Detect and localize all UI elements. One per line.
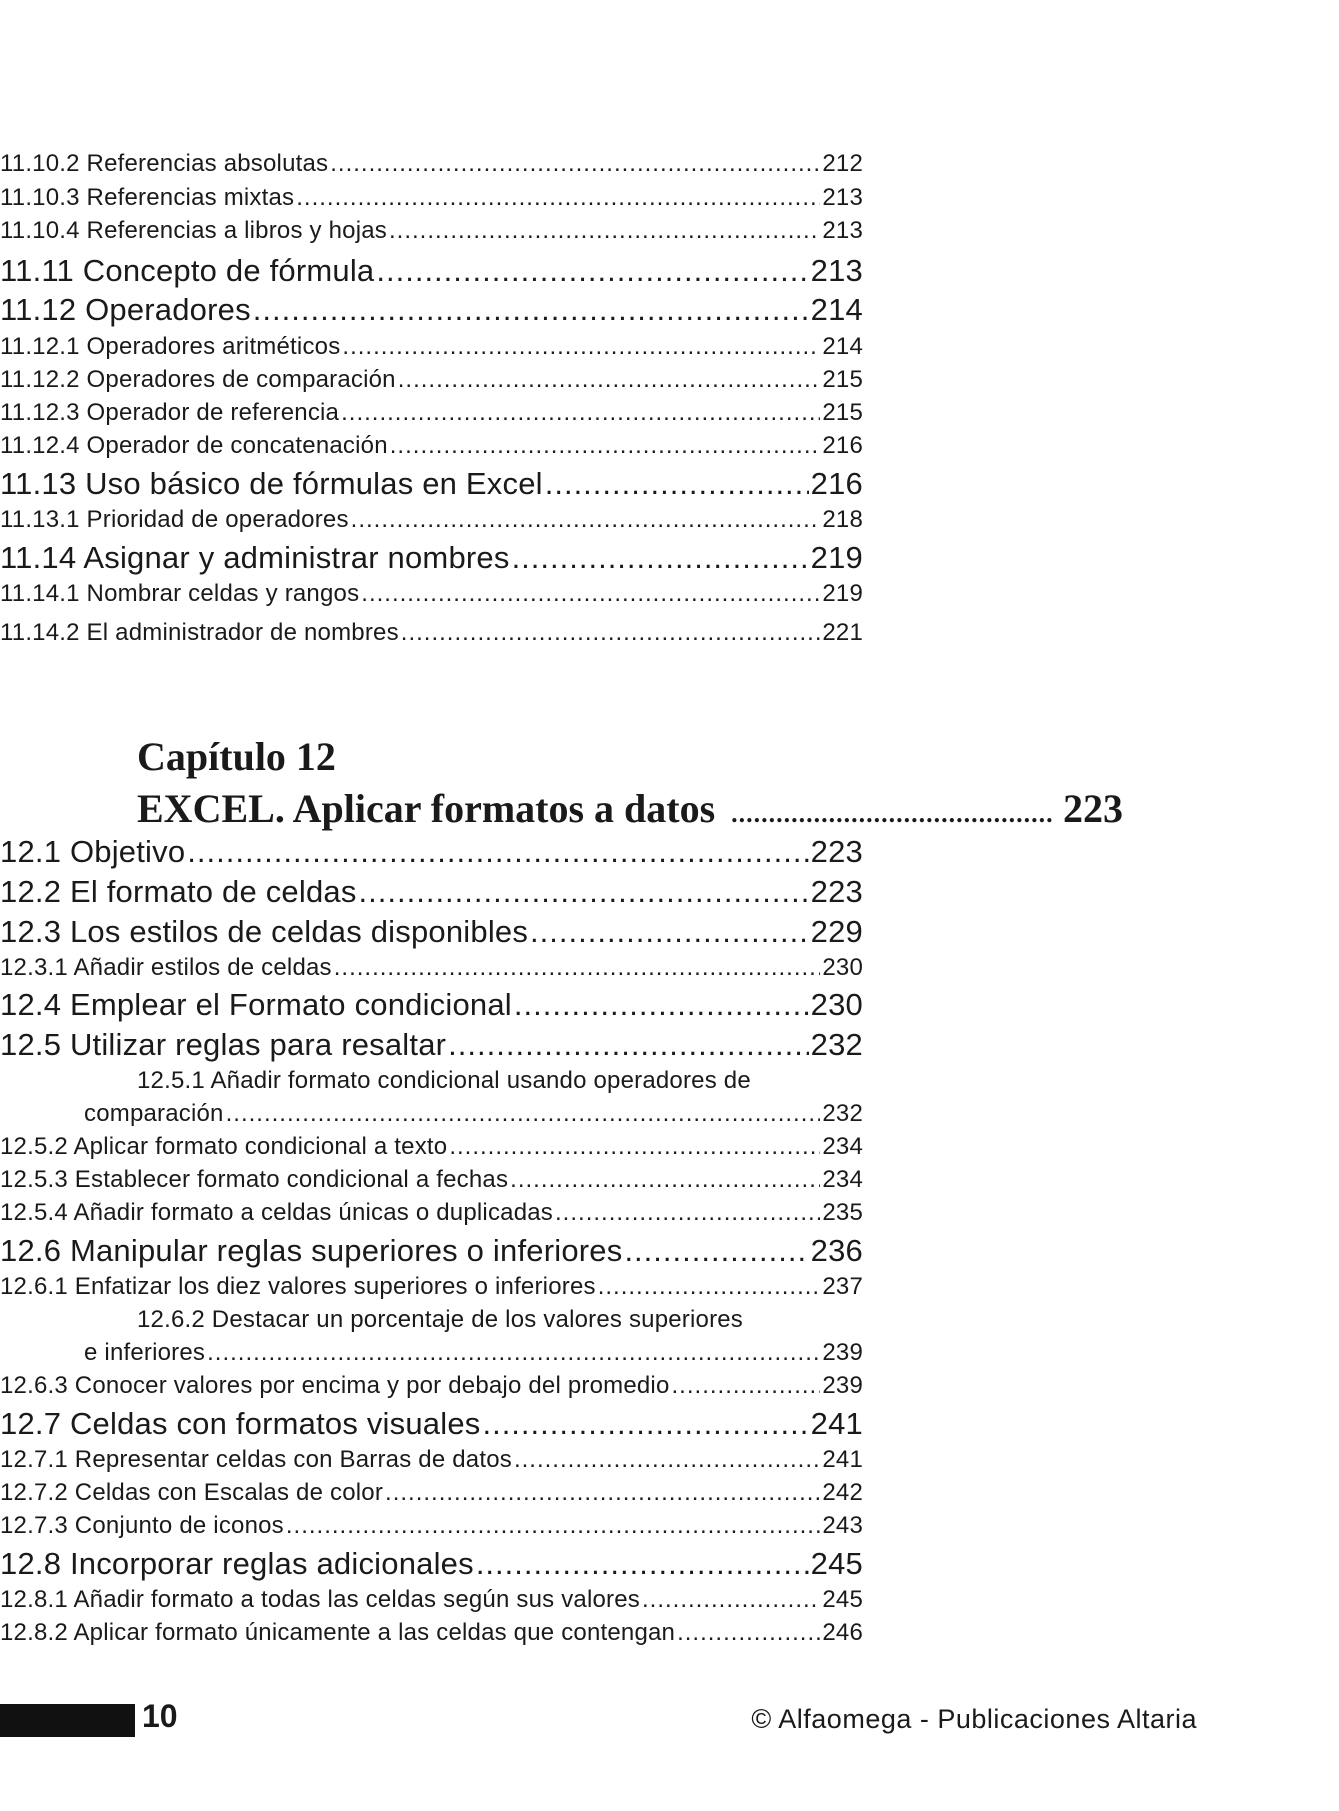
footer-bar [0,1704,135,1737]
toc-entry-page: 234 [822,1133,863,1160]
toc-entry-label: 11.12.1 Operadores aritméticos [0,333,341,360]
dot-leader [512,540,809,576]
toc-entry-page: 216 [810,466,863,501]
toc-entry-page: 219 [822,580,863,607]
toc-entry-label: 11.13.1 Prioridad de operadores [0,506,349,533]
toc-entry-12-7-1 [0,1446,863,1474]
toc-entry-12-3-1 [0,954,863,982]
toc-entry-label: e inferiores [84,1339,206,1366]
chapter-page: 223 [1063,786,1123,831]
toc-entry-page: 232 [810,1027,863,1062]
toc-entry-page: 212 [822,150,863,177]
toc-entry-12-6-3 [0,1372,863,1400]
dot-leader [351,506,821,534]
toc-entry-11-10-2 [0,150,863,178]
chapter-number: Capítulo 12 [137,734,336,779]
toc-entry-page: 241 [810,1406,863,1441]
dot-leader [482,1406,808,1442]
toc-entry-label: 12.6.3 Conocer valores por encima y por debajo del promedio [0,1372,670,1399]
dot-leader [510,1166,820,1194]
toc-entry-page: 214 [810,292,863,327]
dot-leader [677,1619,820,1647]
dot-leader [672,1372,821,1400]
dot-leader [449,1133,820,1161]
toc-entry-12-5-1: 12.5.1 Añadir formato condicional usando operadores de [137,1067,751,1094]
toc-entry-11-12-3 [0,399,863,427]
toc-entry-12-5-3 [0,1166,863,1194]
publisher-credit: © Alfaomega - Publicaciones Altaria [751,1704,1197,1734]
toc-entry-12-7-3 [0,1512,863,1540]
toc-entry-label: 11.12.2 Operadores de comparación [0,366,396,393]
toc-entry-label: 11.12.3 Operador de referencia [0,399,340,426]
toc-entry-label: 12.7.1 Representar celdas con Barras de datos [0,1446,512,1473]
toc-entry-page: 229 [810,914,863,949]
page-number: 10 [142,1698,178,1734]
toc-entry-11-12-1 [0,333,863,361]
toc-entry-11-14 [0,540,863,576]
toc-entry-page: 234 [822,1166,863,1193]
toc-entry-page: 242 [822,1479,863,1506]
toc-entry-page: 237 [822,1273,863,1300]
toc-entry-label: 12.8 Incorporar reglas adicionales [0,1546,474,1581]
toc-entry-page: 245 [822,1586,863,1613]
toc-entry-11-10-3 [0,184,863,212]
dot-leader [376,253,808,289]
toc-entry-12-2 [0,874,863,910]
dot-leader [361,580,820,608]
toc-entry-12-7-2 [0,1479,863,1507]
dot-leader [401,619,821,647]
toc-entry-12-4 [0,987,863,1023]
toc-entry-label: 12.7.2 Celdas con Escalas de color [0,1479,384,1506]
toc-entry-page: 239 [822,1372,863,1399]
dot-leader [342,333,820,361]
toc-entry-label: 12.1 Objetivo [0,834,186,869]
toc-entry-page: 223 [810,834,863,869]
toc-entry-label: 12.7 Celdas con formatos visuales [0,1406,481,1441]
dot-leader [341,399,820,427]
toc-entry-label: 12.3.1 Añadir estilos de celdas [0,954,332,981]
toc-entry-label: 12.4 Emplear el Formato condicional [0,987,512,1022]
toc-entry-page: 232 [822,1100,863,1127]
chapter-title: EXCEL. Aplicar formatos a datos [137,786,716,831]
toc-entry-label: 12.5.2 Aplicar formato condicional a texto [0,1133,448,1160]
dot-leader [514,1446,820,1474]
toc-entry-label: 12.5.4 Añadir formato a celdas únicas o duplicadas [0,1199,554,1226]
toc-entry-page: 215 [822,366,863,393]
dot-leader [389,217,820,245]
toc-entry-page: 235 [822,1199,863,1226]
toc-entry-label: 12.5 Utilizar reglas para resaltar [0,1027,447,1062]
toc-entry-label: 12.2 El formato de celdas [0,874,357,909]
toc-entry-page: 213 [810,253,863,288]
toc-entry-label: 12.7.3 Conjunto de iconos [0,1512,284,1539]
toc-entry-page: 230 [822,954,863,981]
toc-entry-label: 11.11 Concepto de fórmula [0,253,375,288]
toc-entry-label: 12.6 Manipular reglas superiores o inferiores [0,1233,623,1268]
toc-entry-11-13 [0,466,863,502]
dot-leader [514,987,809,1023]
toc-entry-11-13-1 [0,506,863,534]
toc-entry-page: 230 [810,987,863,1022]
toc-entry-12-5-4 [0,1199,863,1227]
dot-leader [476,1546,809,1582]
toc-entry-label: 11.12.4 Operador de concatenación [0,432,388,459]
toc-entry-page: 215 [822,399,863,426]
toc-entry-11-11 [0,253,863,289]
toc-entry-label: 11.14.2 El administrador de nombres [0,619,399,646]
toc-entry-12-5 [0,1027,863,1063]
toc-entry-12-6-2-cont [84,1339,863,1367]
toc-entry-11-12-4 [0,432,863,460]
dot-leader [530,914,809,950]
toc-entry-label: 11.14 Asignar y administrar nombres [0,540,510,575]
dot-leader [385,1479,820,1507]
toc-entry-page: 213 [822,184,863,211]
toc-entry-12-5-2 [0,1133,863,1161]
toc-entry-12-6-1 [0,1273,863,1301]
toc-entry-12-7 [0,1406,863,1442]
toc-entry-label: comparación [84,1100,224,1127]
toc-entry-11-14-2 [0,619,863,647]
toc-entry-label: 12.8.2 Aplicar formato únicamente a las celdas que contengan [0,1619,676,1646]
toc-entry-label: 11.10.2 Referencias absolutas [0,150,329,177]
toc-entry-label: 12.5.3 Establecer formato condicional a fechas [0,1166,509,1193]
dot-leader [598,1273,821,1301]
toc-entry-page: 223 [810,874,863,909]
toc-entry-page: 243 [822,1512,863,1539]
dot-leader [187,834,808,870]
toc-entry-page: 213 [822,217,863,244]
dot-leader [390,432,821,460]
dot-leader [555,1199,820,1227]
toc-entry-12-6 [0,1233,863,1269]
dot-leader [448,1027,809,1063]
toc-entry-page: 218 [822,506,863,533]
toc-entry-page: 214 [822,333,863,360]
toc-entry-page: 245 [810,1546,863,1581]
dot-leader [334,954,821,982]
dot-leader [207,1339,820,1367]
toc-entry-12-8-2 [0,1619,863,1647]
toc-entry-12-5-1-cont [84,1100,863,1128]
toc-entry-page: 241 [822,1446,863,1473]
toc-entry-label: 11.10.3 Referencias mixtas [0,184,295,211]
dot-leader [286,1512,820,1540]
chapter-title-row [137,785,1123,832]
toc-entry-page: 239 [822,1339,863,1366]
dot-leader [545,466,809,502]
dot-leader [253,292,809,328]
toc-entry-label: 12.8.1 Añadir formato a todas las celdas según sus valores [0,1586,640,1613]
dot-leader [226,1100,821,1128]
dot-leader [642,1586,820,1614]
toc-entry-page: 219 [810,540,863,575]
toc-entry-12-3 [0,914,863,950]
toc-entry-page: 216 [822,432,863,459]
dot-leader [398,366,821,394]
toc-entry-label: 11.13 Uso básico de fórmulas en Excel [0,466,543,501]
toc-entry-label: 12.3 Los estilos de celdas disponibles [0,914,529,949]
toc-entry-11-12 [0,292,863,328]
toc-entry-label: 11.10.4 Referencias a libros y hojas [0,217,387,244]
toc-entry-11-12-2 [0,366,863,394]
dot-leader [330,150,820,178]
toc-entry-12-8 [0,1546,863,1582]
dot-leader [731,799,1053,829]
dot-leader [296,184,820,212]
toc-entry-12-6-2: 12.6.2 Destacar un porcentaje de los valores superiores [137,1306,744,1333]
toc-entry-label: 12.6.1 Enfatizar los diez valores superiores o inferiores [0,1273,596,1300]
toc-entry-label: 11.12 Operadores [0,292,251,327]
toc-entry-page: 236 [810,1233,863,1268]
toc-entry-page: 246 [822,1619,863,1646]
toc-entry-12-1 [0,834,863,870]
toc-entry-label: 11.14.1 Nombrar celdas y rangos [0,580,360,607]
dot-leader [624,1233,808,1269]
toc-entry-11-10-4 [0,217,863,245]
toc-entry-12-8-1 [0,1586,863,1614]
toc-entry-11-14-1 [0,580,863,608]
toc-entry-page: 221 [822,619,863,646]
dot-leader [359,874,809,910]
